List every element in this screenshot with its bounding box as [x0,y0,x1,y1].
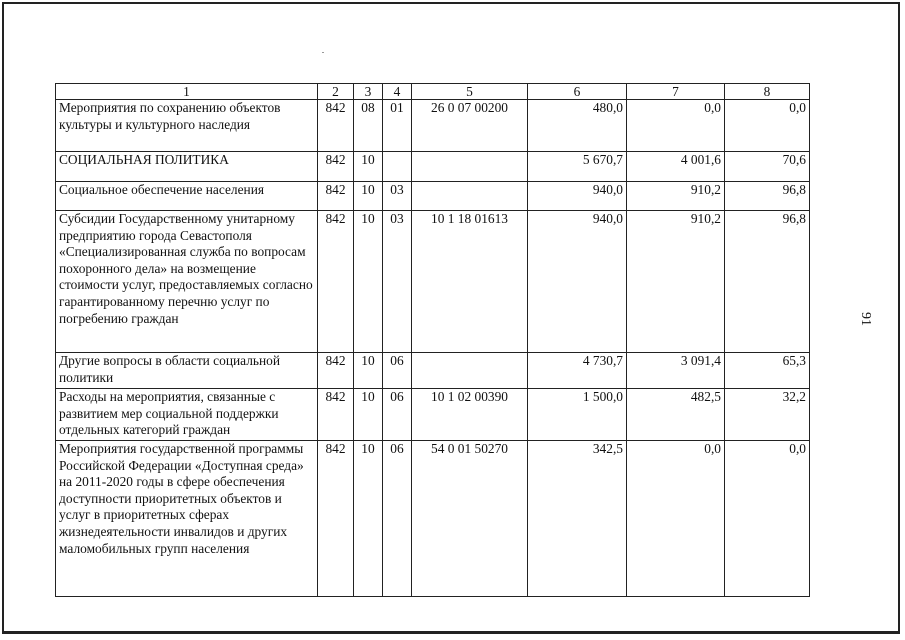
row-col4: 06 [383,389,412,441]
row-col5: 10 1 18 01613 [412,211,528,353]
row-col4: 06 [383,441,412,597]
row-col7: 910,2 [627,211,725,353]
row-col2: 842 [318,182,354,211]
header-cell-5: 5 [412,84,528,100]
row-col6: 342,5 [528,441,627,597]
row-name: Субсидии Государственному унитарному предприятию города Севастополя «Специализированная служба по вопросам похоронного дела» на возмещение стоимости услуг, предоставляемых согласно гарантированному перечню услуг по погребению граждан [56,211,318,353]
row-col3: 10 [354,353,383,389]
row-col8: 96,8 [725,182,810,211]
scan-speck [322,52,324,53]
header-cell-6: 6 [528,84,627,100]
row-col8: 65,3 [725,353,810,389]
row-col7: 0,0 [627,441,725,597]
table-row [56,353,810,389]
row-col2: 842 [318,389,354,441]
row-name: Мероприятия государственной программы Российской Федерации «Доступная среда» на 2011-2020 годы в сфере обеспечения доступности приоритетных объектов и услуг в приоритетных сферах жизнедеятельности инвалидов и других маломобильных групп населения [56,441,318,597]
row-col6: 940,0 [528,211,627,353]
row-col6: 5 670,7 [528,152,627,182]
row-col3: 10 [354,211,383,353]
row-col5: 26 0 07 00200 [412,100,528,152]
table-row [56,389,810,441]
row-col4: 03 [383,211,412,353]
table-row [56,441,810,597]
row-col8: 70,6 [725,152,810,182]
row-name: СОЦИАЛЬНАЯ ПОЛИТИКА [56,152,318,182]
row-col5 [412,353,528,389]
row-col7: 4 001,6 [627,152,725,182]
row-col5 [412,182,528,211]
header-cell-4: 4 [383,84,412,100]
page-number: 91 [858,312,873,326]
row-col3: 10 [354,441,383,597]
row-col5 [412,152,528,182]
row-col4: 06 [383,353,412,389]
row-col3: 10 [354,389,383,441]
header-cell-7: 7 [627,84,725,100]
row-name: Мероприятия по сохранению объектов культуры и культурного наследия [56,100,318,152]
header-row [56,84,810,100]
header-cell-3: 3 [354,84,383,100]
row-col4 [383,152,412,182]
row-col3: 10 [354,152,383,182]
row-col6: 4 730,7 [528,353,627,389]
header-cell-2: 2 [318,84,354,100]
row-col2: 842 [318,152,354,182]
header-cell-8: 8 [725,84,810,100]
row-col8: 0,0 [725,441,810,597]
row-col6: 940,0 [528,182,627,211]
row-col6: 1 500,0 [528,389,627,441]
row-col3: 08 [354,100,383,152]
row-col7: 482,5 [627,389,725,441]
row-col7: 0,0 [627,100,725,152]
row-name: Социальное обеспечение населения [56,182,318,211]
row-col8: 0,0 [725,100,810,152]
row-col2: 842 [318,100,354,152]
row-col6: 480,0 [528,100,627,152]
table-row [56,152,810,182]
row-col8: 32,2 [725,389,810,441]
row-col2: 842 [318,441,354,597]
row-name: Расходы на мероприятия, связанные с развитием мер социальной поддержки отдельных категорий граждан [56,389,318,441]
row-col5: 54 0 01 50270 [412,441,528,597]
row-col7: 3 091,4 [627,353,725,389]
row-col2: 842 [318,211,354,353]
row-col7: 910,2 [627,182,725,211]
row-col2: 842 [318,353,354,389]
table-row [56,211,810,353]
row-col8: 96,8 [725,211,810,353]
table-row [56,100,810,152]
header-cell-1: 1 [56,84,318,100]
row-name: Другие вопросы в области социальной политики [56,353,318,389]
row-col4: 01 [383,100,412,152]
row-col5: 10 1 02 00390 [412,389,528,441]
row-col4: 03 [383,182,412,211]
budget-table [55,83,810,597]
table-row [56,182,810,211]
row-col3: 10 [354,182,383,211]
